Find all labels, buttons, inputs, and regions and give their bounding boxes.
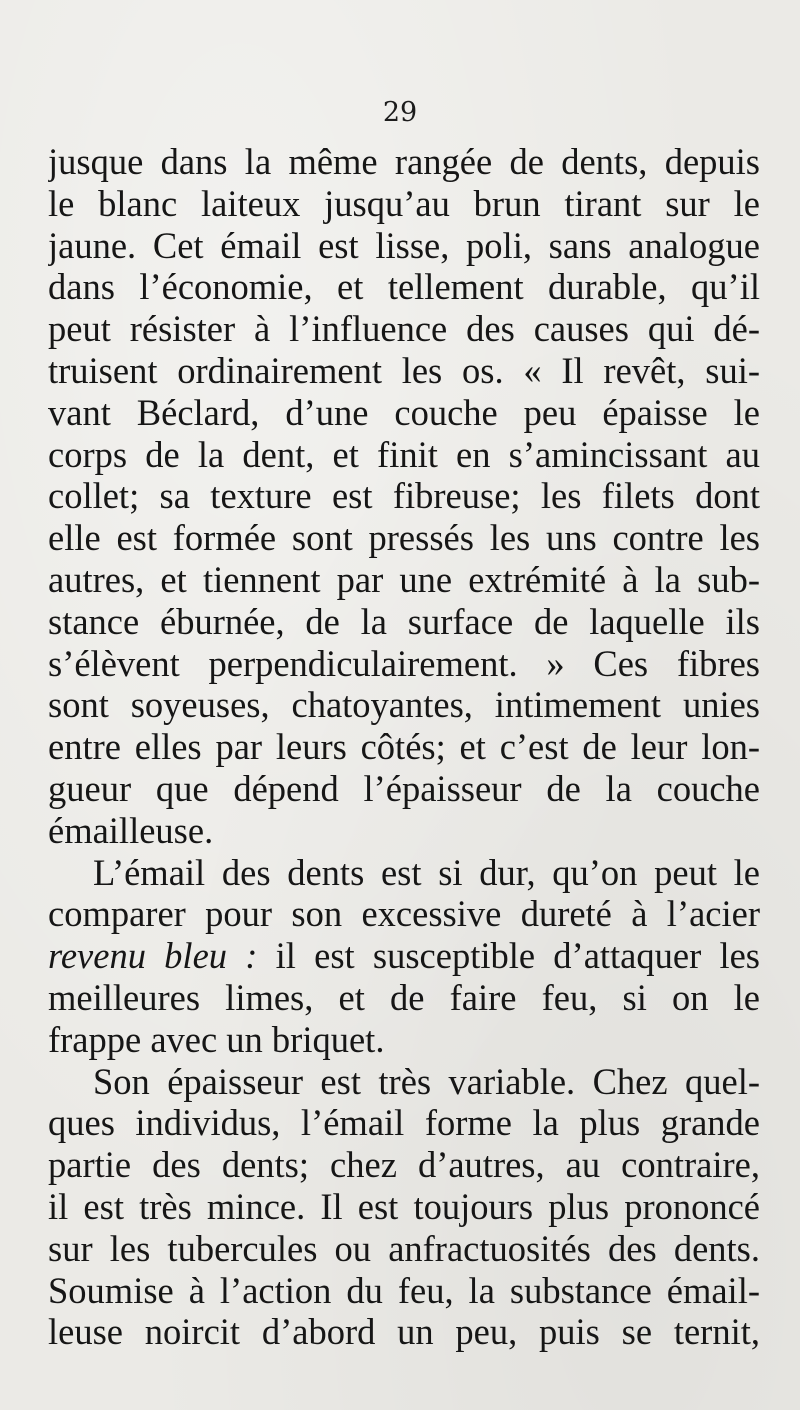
text-line: émailleuse. <box>48 809 214 851</box>
text-line: le blanc laiteux jusqu’au brun tirant sur le <box>48 182 760 224</box>
text-line: collet; sa texture est fibreuse; les filets dont <box>48 475 760 517</box>
text-line: sont soyeuses, chatoyantes, intimement unies <box>48 684 760 726</box>
text-line: meilleures limes, et de faire feu, si on le <box>48 976 760 1018</box>
text-run: il est susceptible d’attaquer les <box>257 935 760 977</box>
text-line: sur les tubercules ou anfractuosités des dents. <box>48 1227 760 1269</box>
italic-phrase: revenu bleu : <box>48 935 258 977</box>
text-line: dans l’économie, et tellement durable, qu’il <box>48 266 760 308</box>
text-line: stance éburnée, de la surface de laquelle ils <box>48 600 760 642</box>
text-line: corps de la dent, et finit en s’amincissant au <box>48 433 760 475</box>
text-line: jusque dans la même rangée de dents, depuis <box>48 141 760 182</box>
text-line: frappe avec un briquet. <box>48 1018 385 1060</box>
text-line: Son épaisseur est très variable. Chez quel- <box>93 1060 760 1102</box>
text-line: leuse noircit d’abord un peu, puis se ternit, <box>48 1311 760 1353</box>
text-line: truisent ordinairement les os. « Il revêt, sui- <box>48 349 760 391</box>
paragraph-2 <box>48 852 760 1061</box>
text-line: jaune. Cet émail est lisse, poli, sans analogue <box>48 224 760 266</box>
page-body <box>48 141 760 1353</box>
text-line: il est très mince. Il est toujours plus prononcé <box>48 1185 760 1227</box>
text-line: elle est formée sont pressés les uns contre les <box>48 517 760 559</box>
text-line: L’émail des dents est si dur, qu’on peut le <box>93 851 760 893</box>
text-line: entre elles par leurs côtés; et c’est de leur lon- <box>48 726 760 768</box>
text-line-italic <box>48 935 760 977</box>
text-line: gueur que dépend l’épaisseur de la couche <box>48 767 760 809</box>
text-line: partie des dents; chez d’autres, au contraire, <box>48 1144 760 1186</box>
page-number: 29 <box>382 97 418 128</box>
text-line: ques individus, l’émail forme la plus grande <box>48 1102 760 1144</box>
text-line: vant Béclard, d’une couche peu épaisse le <box>48 391 760 433</box>
text-line: comparer pour son excessive dureté à l’acier <box>48 893 760 935</box>
text-line: Soumise à l’action du feu, la substance émail- <box>48 1269 760 1311</box>
paragraph-3 <box>48 1061 760 1354</box>
text-line: peut résister à l’influence des causes qui dé- <box>48 308 760 350</box>
paragraph-1 <box>48 141 760 852</box>
text-line: autres, et tiennent par une extrémité à la sub- <box>48 558 760 600</box>
text-line: s’élèvent perpendiculairement. » Ces fibres <box>48 642 760 684</box>
